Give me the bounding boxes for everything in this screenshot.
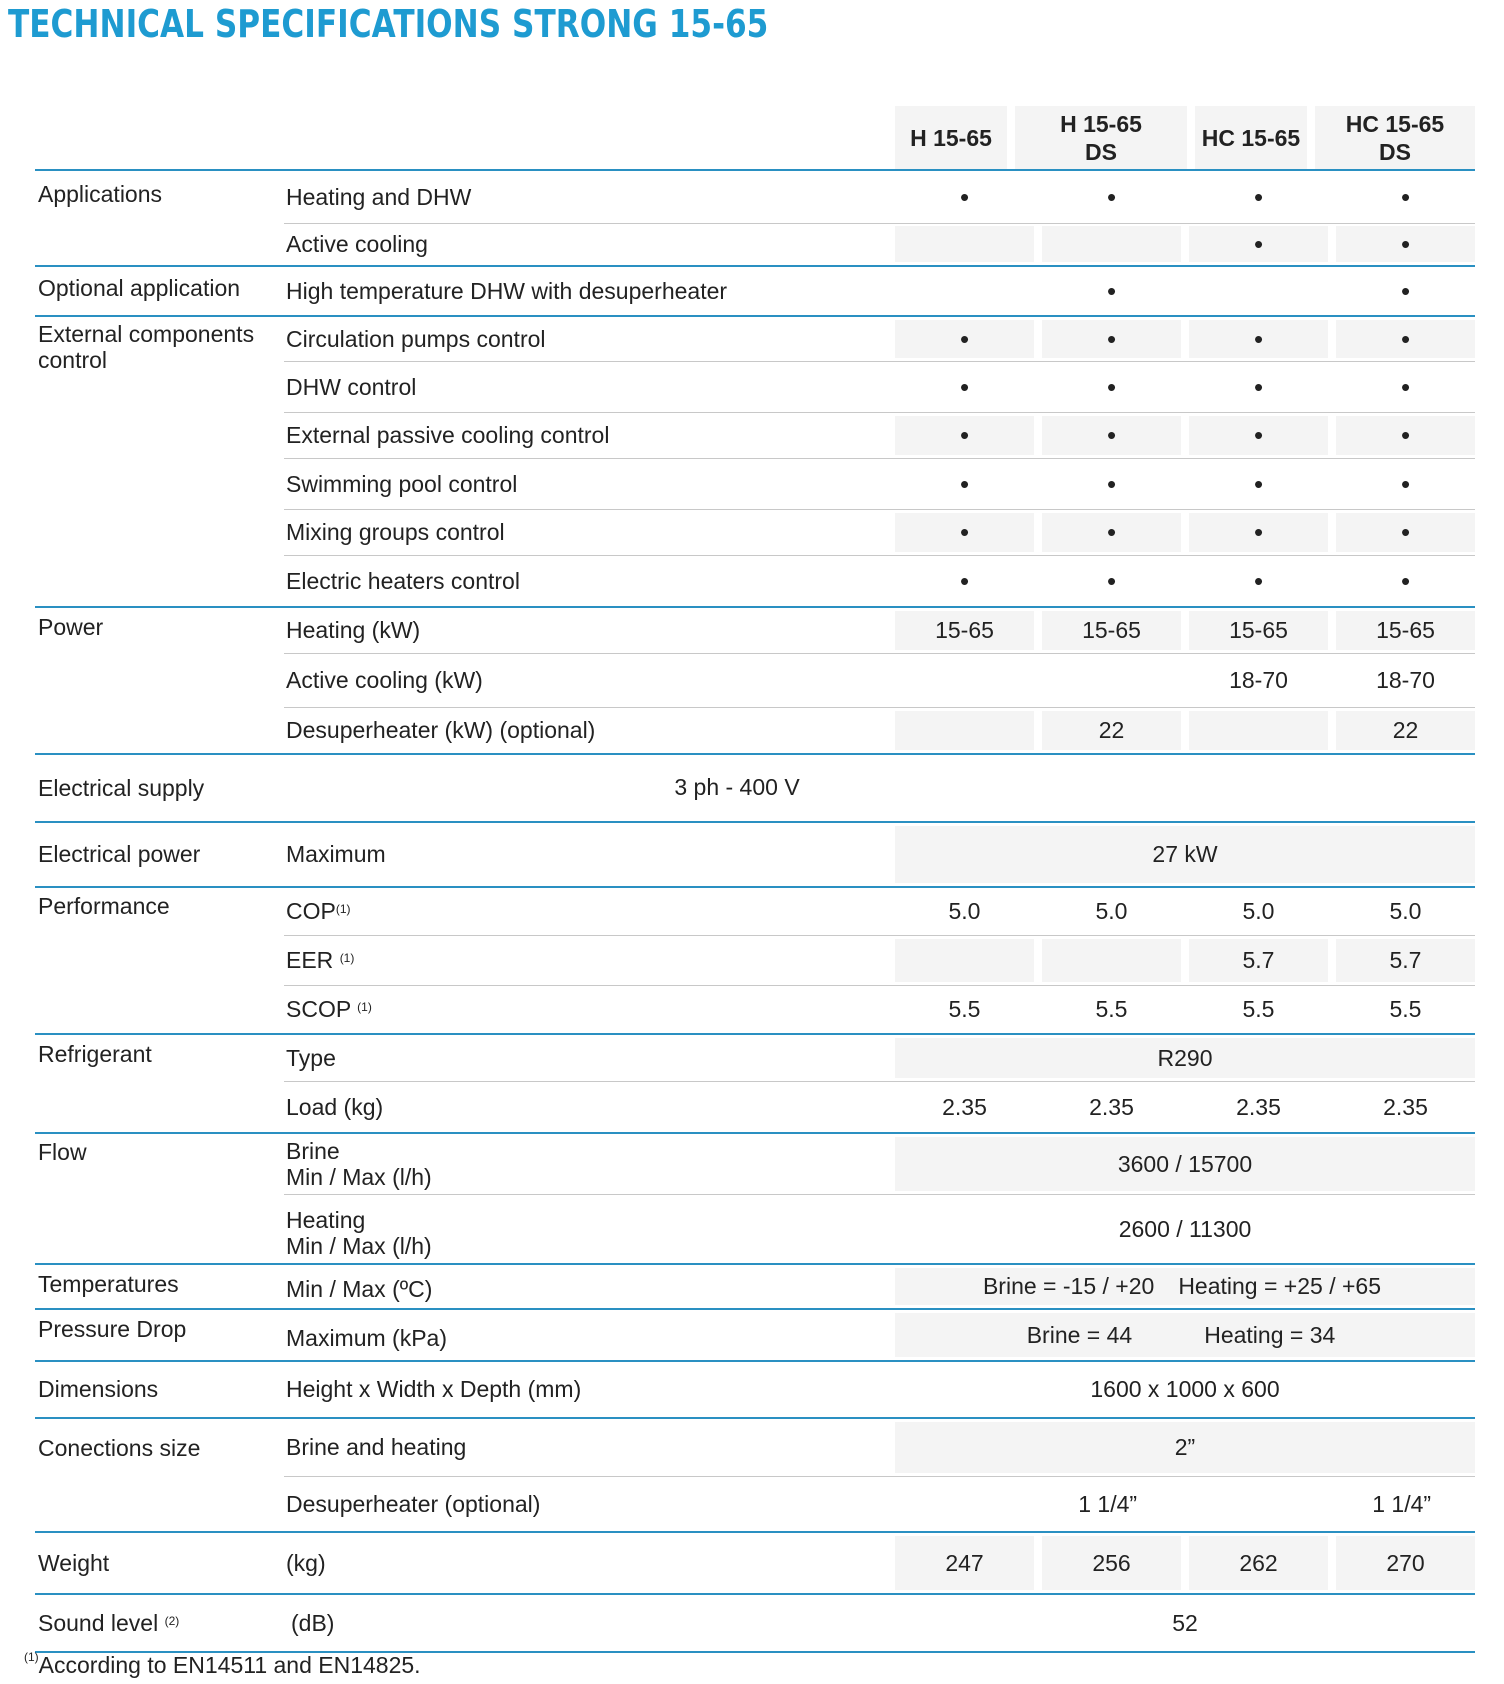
column-header-h-15-65-ds: H 15-65 DS — [1015, 106, 1187, 169]
footnote-ref: (1) — [335, 902, 351, 916]
value-cell — [895, 226, 1034, 262]
group-label: Temperatures — [38, 1270, 179, 1297]
value-cell: • — [1336, 416, 1475, 455]
table-row — [35, 1595, 1475, 1653]
table-row — [284, 510, 1475, 556]
row-label: Desuperheater (kW) (optional) — [286, 717, 596, 743]
value-cell: R290 — [895, 1038, 1475, 1078]
value-cell — [1042, 226, 1181, 262]
group-label: Refrigerant — [38, 1040, 152, 1067]
value-cell: 15-65 — [1336, 611, 1475, 650]
group-label: Weight — [38, 1549, 110, 1576]
value-cell: 2.35 — [1089, 1093, 1134, 1120]
value-cell: • — [1042, 320, 1181, 358]
row-label: Maximum — [286, 841, 386, 867]
value-cell: • — [1400, 468, 1411, 499]
group-power — [35, 608, 1475, 755]
value-cell: 5.0 — [1389, 898, 1422, 924]
footnote-mark: (1) — [24, 1650, 39, 1664]
value-cell: • — [895, 320, 1034, 358]
value-cell: • — [1106, 468, 1117, 499]
row-label: Circulation pumps control — [286, 325, 546, 352]
table-row — [284, 1419, 1475, 1477]
value-cell: 2.35 — [1383, 1093, 1428, 1120]
value-cell: • — [1189, 320, 1328, 358]
value-cell: • — [1189, 416, 1328, 455]
footnote-ref: (1) — [339, 951, 355, 965]
value-cell — [1042, 657, 1181, 704]
group-label: Pressure Drop — [38, 1315, 187, 1342]
value-cell — [895, 270, 1034, 312]
group-label: Performance — [38, 892, 170, 919]
value-cell: 5.7 — [1189, 939, 1328, 982]
row-label: Heating Min / Max (l/h) — [286, 1206, 432, 1259]
value-cell — [895, 711, 1034, 750]
value-cell: 3 ph - 400 V — [674, 774, 800, 800]
table-row — [284, 888, 1475, 936]
table-row — [284, 1035, 1475, 1082]
table-row — [284, 1134, 1475, 1195]
value-cell: 5.5 — [948, 996, 981, 1022]
row-label: Active cooling — [286, 230, 428, 257]
value-cell: 2.35 — [1236, 1093, 1281, 1120]
column-header-h-15-65: H 15-65 — [895, 106, 1007, 169]
value-cell: 247 — [895, 1536, 1034, 1590]
table-row — [284, 936, 1475, 986]
row-label: SCOP $^{(1)}$ — [286, 996, 372, 1022]
row-label: Electric heaters control — [286, 567, 520, 594]
row-label: External passive cooling control — [286, 422, 610, 448]
table-header — [35, 106, 1475, 171]
table-row — [35, 1477, 1475, 1533]
footnote — [24, 1652, 421, 1679]
value-cell: 5.0 — [1095, 898, 1128, 924]
footnote-ref: (2) — [164, 1613, 180, 1628]
row-label: DHW control — [286, 373, 417, 400]
value-cell — [895, 939, 1034, 982]
group-label: Optional application — [38, 274, 241, 301]
group-label: Dimensions — [38, 1376, 159, 1402]
value-cell: 1600 x 1000 x 600 — [1090, 1376, 1280, 1402]
group-label: Electrical power — [38, 841, 201, 867]
value-cell: • — [1336, 513, 1475, 552]
value-cell: 15-65 — [1189, 611, 1328, 650]
group-label: Electrical supply — [38, 774, 205, 801]
value-cell: 3600 / 15700 — [895, 1137, 1475, 1191]
table-row — [35, 1265, 1475, 1310]
page-title: TECHNICAL SPECIFICATIONS STRONG 15-65 — [8, 2, 769, 46]
value-cell: 52 — [1172, 1609, 1198, 1636]
footnote-ref: (1) — [357, 1000, 372, 1014]
value-cell: • — [959, 371, 970, 402]
row-label: Heating (kW) — [286, 617, 421, 643]
row-label: (kg) — [286, 1549, 326, 1576]
row-label: Mixing groups control — [286, 519, 505, 545]
row-label: Load (kg) — [286, 1093, 384, 1120]
value-cell — [1042, 939, 1181, 982]
value-cell: 270 — [1336, 1536, 1475, 1590]
table-row — [35, 1195, 1475, 1265]
value-cell: • — [1106, 565, 1117, 596]
row-label: Heating and DHW — [286, 184, 472, 210]
table-row — [284, 608, 1475, 654]
value-cell: • — [895, 513, 1034, 552]
value-cell: Brine = 44 Heating = 34 — [895, 1313, 1475, 1357]
value-cell: • — [959, 565, 970, 596]
group-connections — [35, 1419, 1475, 1533]
spec-table — [35, 106, 1475, 1653]
value-cell: 18-70 — [1376, 667, 1435, 693]
row-label: Maximum (kPa) — [286, 1324, 448, 1351]
value-cell: 262 — [1189, 1536, 1328, 1590]
table-row — [35, 1082, 1475, 1134]
table-row — [284, 459, 1475, 510]
table-row — [35, 823, 1475, 888]
value-cell: • — [1336, 320, 1475, 358]
value-cell — [1189, 270, 1328, 312]
value-cell: 2.35 — [942, 1093, 987, 1120]
value-cell: 5.5 — [1095, 996, 1128, 1022]
value-cell: • — [1106, 371, 1117, 402]
value-cell: 18-70 — [1229, 667, 1288, 693]
group-label: Flow — [38, 1138, 87, 1165]
value-cell: • — [1253, 565, 1264, 596]
value-cell: 5.5 — [1242, 996, 1275, 1022]
value-cell: 22 — [1336, 711, 1475, 750]
value-cell: • — [1336, 226, 1475, 262]
value-cell: 1 1/4” — [1372, 1490, 1432, 1517]
table-row — [35, 223, 1475, 267]
row-label: Type — [286, 1044, 336, 1071]
value-cell: 256 — [1042, 1536, 1181, 1590]
row-label: Brine and heating — [286, 1434, 467, 1460]
row-label: Height x Width x Depth (mm) — [286, 1376, 582, 1402]
value-cell: 5.0 — [1242, 898, 1275, 924]
table-row — [35, 755, 1475, 823]
value-cell: • — [1106, 182, 1117, 212]
table-row — [284, 413, 1475, 459]
row-label: Active cooling (kW) — [286, 667, 483, 693]
table-row — [35, 708, 1475, 755]
value-cell: • — [1189, 513, 1328, 552]
table-row — [35, 267, 1475, 317]
column-header-hc-15-65: HC 15-65 — [1195, 106, 1307, 169]
value-cell: • — [1253, 182, 1264, 212]
group-refrigerant — [35, 1035, 1475, 1134]
value-cell — [895, 657, 1034, 704]
value-cell: • — [1400, 275, 1411, 306]
value-cell: 5.5 — [1389, 996, 1422, 1022]
value-cell: • — [1253, 371, 1264, 402]
value-cell: Brine = -15 / +20 Heating = +25 / +65 — [895, 1268, 1475, 1305]
group-label: Power — [38, 613, 104, 640]
table-row — [284, 362, 1475, 413]
value-cell: • — [1400, 371, 1411, 402]
row-label: Desuperheater (optional) — [286, 1490, 541, 1517]
value-cell: • — [1253, 468, 1264, 499]
value-cell — [1189, 711, 1328, 750]
row-label: (dB) — [291, 1609, 335, 1636]
group-label: External components control — [38, 320, 255, 373]
row-label: Brine Min / Max (l/h) — [286, 1137, 432, 1190]
group-label: Applications — [38, 181, 163, 207]
value-cell: • — [1042, 416, 1181, 455]
value-cell: 5.7 — [1336, 939, 1475, 982]
value-cell: 27 kW — [895, 826, 1475, 883]
value-cell: • — [1400, 182, 1411, 212]
value-cell: 1 1/4” — [1078, 1490, 1138, 1517]
row-label: Min / Max (ºC) — [286, 1276, 433, 1302]
value-cell: • — [895, 416, 1034, 455]
value-cell: 2” — [895, 1422, 1475, 1473]
group-external — [35, 317, 1475, 608]
table-row — [284, 654, 1475, 708]
value-cell: • — [1106, 275, 1117, 306]
group-label: Sound level $^{(2)}$ — [38, 1609, 180, 1636]
table-row — [35, 986, 1475, 1035]
value-cell: • — [1189, 226, 1328, 262]
value-cell: • — [1400, 565, 1411, 596]
table-row — [35, 1362, 1475, 1419]
column-header-hc-15-65-ds: HC 15-65 DS — [1315, 106, 1475, 169]
value-cell: 15-65 — [895, 611, 1034, 650]
table-row — [35, 556, 1475, 608]
row-label: High temperature DHW with desuperheater — [286, 277, 728, 304]
value-cell: 15-65 — [1042, 611, 1181, 650]
footnote-text: According to EN14511 and EN14825. — [38, 1652, 421, 1678]
value-cell: • — [959, 182, 970, 212]
row-label: COP $^{(1)}$ — [286, 898, 351, 924]
group-performance — [35, 888, 1475, 1035]
row-label: Swimming pool control — [286, 470, 518, 497]
row-label: EER $^{(1)}$ — [286, 947, 355, 973]
value-cell: 5.0 — [948, 898, 981, 924]
value-cell: • — [959, 468, 970, 499]
table-row — [35, 1310, 1475, 1362]
value-cell: 22 — [1042, 711, 1181, 750]
group-flow — [35, 1134, 1475, 1265]
value-cell: 2600 / 11300 — [1118, 1215, 1252, 1242]
group-label: Conections size — [38, 1434, 201, 1461]
table-row — [35, 1533, 1475, 1595]
table-row — [284, 317, 1475, 362]
table-row — [35, 171, 1475, 224]
value-cell: • — [1042, 513, 1181, 552]
